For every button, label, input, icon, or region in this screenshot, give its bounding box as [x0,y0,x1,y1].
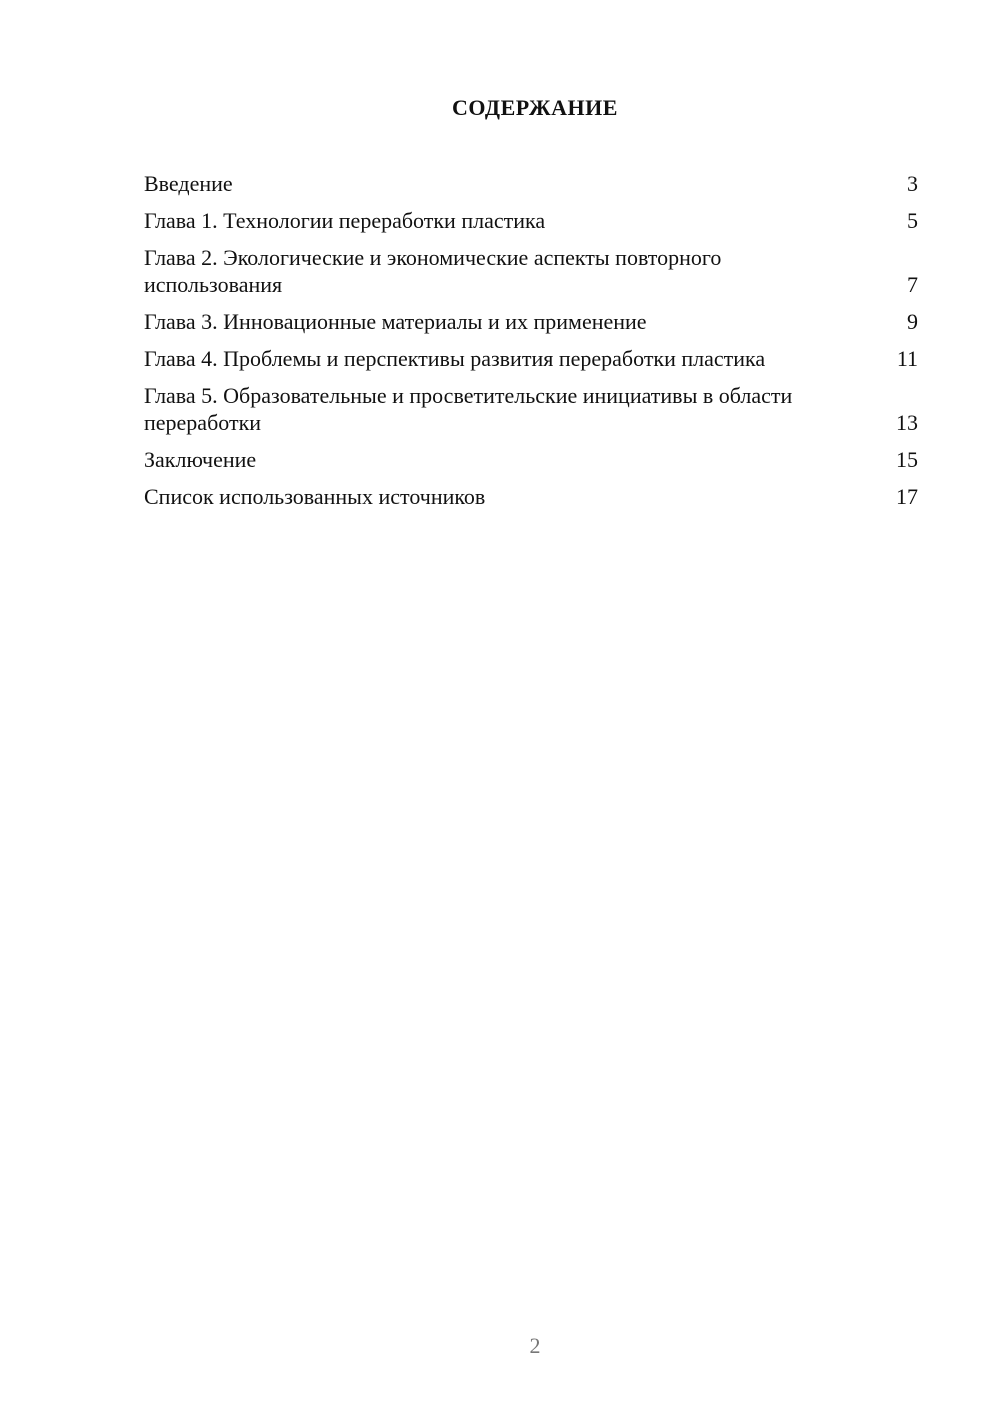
page-title: СОДЕРЖАНИЕ [452,95,618,120]
toc-entry-conclusion [144,446,918,473]
toc-entry-title: Введение [144,171,233,196]
toc-entry-page: 15 [896,447,918,472]
toc-entry-chapter-5 [144,382,918,436]
toc-entry-title: Глава 3. Инновационные материалы и их применение [144,309,647,334]
toc-entry-references [144,483,918,510]
page-number: 2 [529,1333,541,1358]
toc-entry-title: Глава 5. Образовательные и просветительские инициативы в области переработки [144,383,793,435]
toc-entry-page: 3 [907,171,918,196]
table-of-contents [144,170,918,520]
toc-entry-title: Глава 2. Экологические и экономические аспекты повторного использования [144,245,722,297]
toc-entry-introduction [144,170,918,197]
toc-entry-title: Список использованных источников [144,484,486,509]
toc-entry-chapter-3 [144,308,918,335]
toc-entry-chapter-4 [144,345,918,372]
toc-entry-page: 11 [896,346,918,371]
toc-entry-page: 7 [907,272,918,297]
toc-entry-page: 17 [896,484,918,509]
toc-entry-page: 13 [896,410,918,435]
toc-entry-title: Заключение [144,447,257,472]
toc-entry-chapter-2 [144,244,918,298]
toc-entry-page: 5 [907,208,918,233]
toc-entry-title: Глава 4. Проблемы и перспективы развития переработки пластика [144,346,766,371]
toc-entry-title: Глава 1. Технологии переработки пластика [144,208,546,233]
toc-entry-chapter-1 [144,207,918,234]
toc-entry-page: 9 [907,309,918,334]
